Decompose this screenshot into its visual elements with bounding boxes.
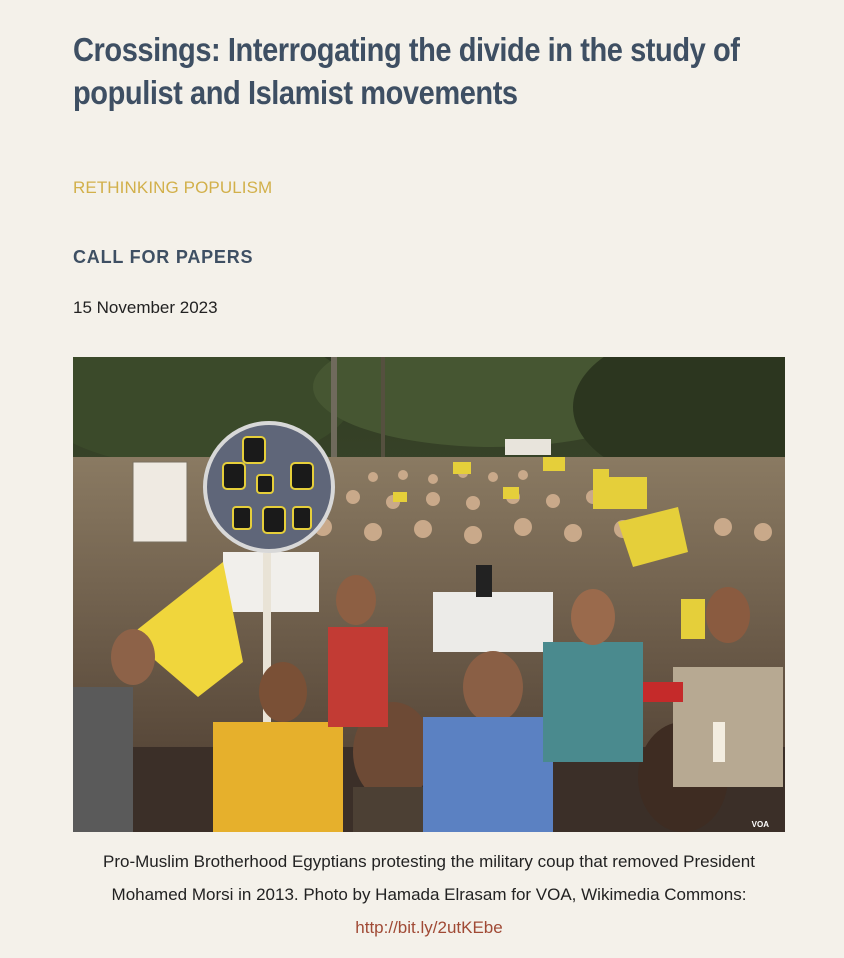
protest-photo-illustration xyxy=(73,357,785,832)
publish-date: 15 November 2023 xyxy=(73,298,218,317)
photo-caption xyxy=(63,845,795,944)
article-title: Crossings: Interrogating the divide in the study of populist and Islamist movements xyxy=(73,31,740,111)
caption-text: Pro-Muslim Brotherhood Egyptians protesting the military coup that removed President Mohamed Morsi in 2013. Photo by Hamada Elrasam for VOA, Wikimedia Commons: xyxy=(103,852,755,904)
section-label: CALL FOR PAPERS xyxy=(73,247,254,267)
article-photo xyxy=(73,357,785,832)
caption-link-wrapper xyxy=(63,911,795,944)
caption-source-link[interactable]: http://bit.ly/2utKEbe xyxy=(355,918,503,937)
photo-watermark: VOA xyxy=(751,820,769,829)
category-link[interactable]: RETHINKING POPULISM xyxy=(73,178,273,197)
